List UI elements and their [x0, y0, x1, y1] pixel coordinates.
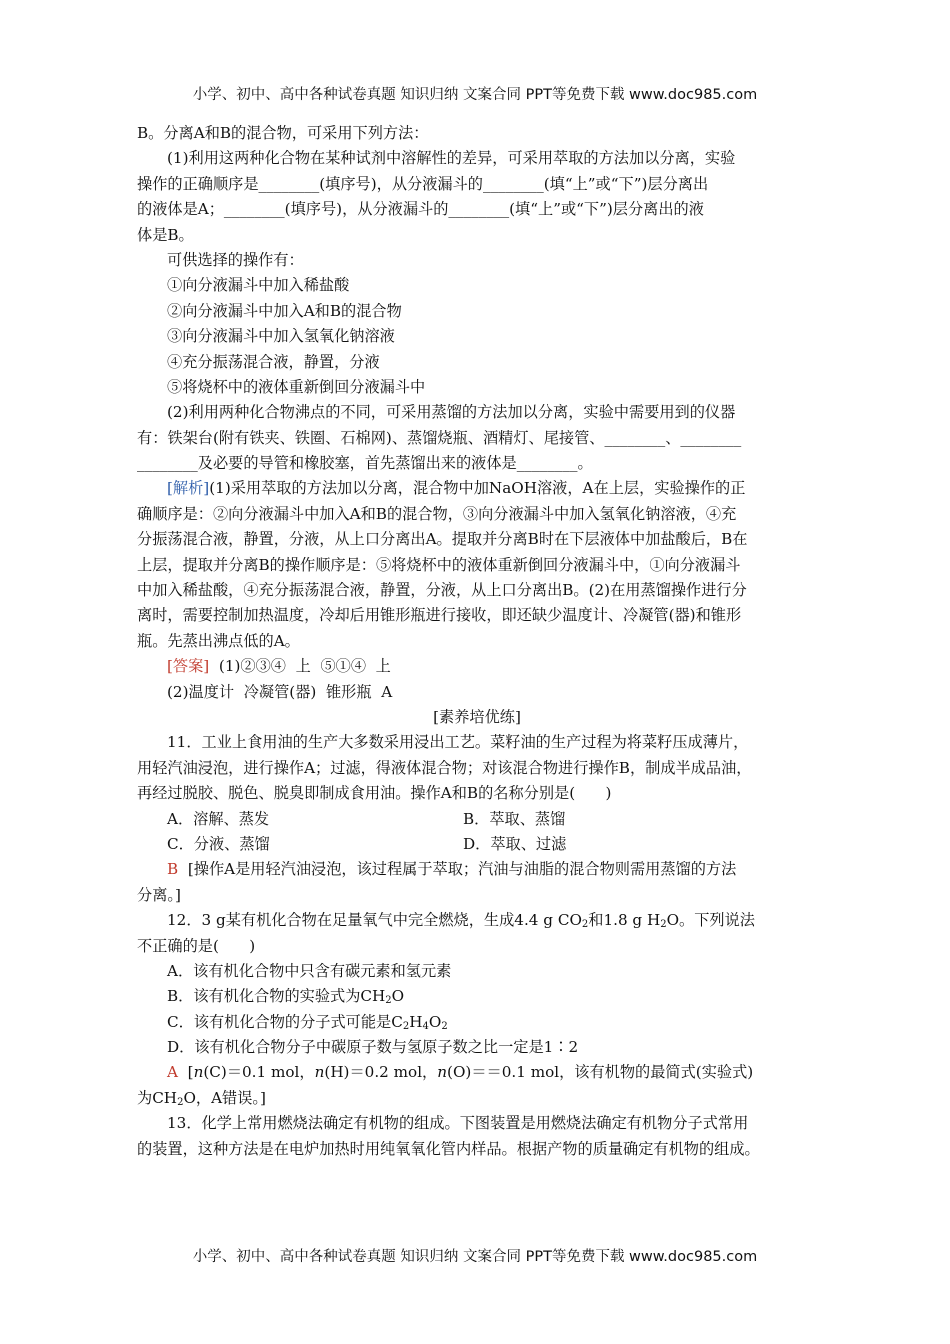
- q12-option-a: A．该有机化合物中只含有碳元素和氢元素: [167, 961, 452, 980]
- q11-option-d: D．萃取、过滤: [463, 834, 567, 853]
- q10-part1-line: 操作的正确顺序是________(填序号)，从分液漏斗的________(填“上”或“下”)层分离出: [137, 174, 709, 193]
- q12-explanation: A [n(C)＝0.1 mol，n(H)＝0.2 mol，n(O)＝＝0.1 mol，该有机物的最简式(实验式): [167, 1063, 754, 1082]
- document-body: [137, 121, 817, 1162]
- q12-stem: 12．3 g某有机化合物在足量氧气中完全燃烧，生成4.4 g $CO_2$和1.8 g $H_2O$。下列说法: [167, 911, 755, 931]
- analysis-line: 离时，需要控制加热温度，冷却后用锥形瓶进行接收，即还缺少温度计、冷凝管(器)和锥形: [137, 606, 742, 625]
- q13-stem: 的装置，这种方法是在电炉加热时用纯氧氧化管内样品。根据产物的质量确定有机物的组成。: [137, 1139, 760, 1158]
- q12-option-b: B．该有机化合物的实验式为$CH_2O$: [167, 987, 405, 1007]
- q11-stem: 再经过脱胶、脱色、脱臭即制成食用油。操作A和B的名称分别是( ): [137, 784, 612, 803]
- analysis-line: 中加入稀盐酸，④充分振荡混合液，静置，分液，从上口分离出B。(2)在用蒸馏操作进行分: [137, 581, 747, 600]
- q11-option-c: C．分液、蒸馏: [167, 834, 270, 853]
- page-footer: 小学、初中、高中各种试卷真题 知识归纳 文案合同 PPT等免费下载 www.doc985.com: [192, 1249, 758, 1265]
- q11-explanation: 分离。]: [137, 885, 181, 904]
- q11-option-b: B．萃取、蒸馏: [463, 809, 566, 828]
- q11-explanation: B [操作A是用轻汽油浸泡，该过程属于萃取；汽油与油脂的混合物则需用蒸馏的方法: [167, 860, 737, 879]
- operation-item: ④充分振荡混合液，静置，分液: [167, 352, 380, 371]
- q10-part1-line: 体是B。: [137, 225, 194, 244]
- options-title: 可供选择的操作有：: [167, 250, 304, 269]
- q12-answer: A: [167, 1063, 178, 1082]
- section-title: [素养培优练]: [433, 707, 521, 726]
- intro-line: B。分离A和B的混合物，可采用下列方法：: [137, 124, 429, 142]
- q11-stem: 用轻汽油浸泡，进行操作A；过滤，得液体混合物；对该混合物进行操作B，制成半成品油，: [137, 758, 752, 777]
- q13-stem: 13．化学上常用燃烧法确定有机物的组成。下图装置是用燃烧法确定有机物分子式常用: [167, 1114, 749, 1133]
- analysis-tag: [解析]: [167, 479, 210, 498]
- q10-part2-line: (2)利用两种化合物沸点的不同，可采用蒸馏的方法加以分离，实验中需要用到的仪器: [167, 403, 736, 422]
- q11-options-row: [137, 807, 817, 832]
- operation-item: ①向分液漏斗中加入稀盐酸: [167, 276, 350, 295]
- answer-line: (2)温度计 冷凝管(器) 锥形瓶 A: [167, 682, 393, 701]
- analysis-line: 上层，提取并分离B的操作顺序是：⑤将烧杯中的液体重新倒回分液漏斗中，①向分液漏斗: [137, 555, 741, 574]
- q11-stem: 11．工业上食用油的生产大多数采用浸出工艺。菜籽油的生产过程为将菜籽压成薄片，: [167, 733, 749, 752]
- analysis-line: [解析](1)采用萃取的方法加以分离，混合物中加NaOH溶液，A在上层，实验操作的正: [167, 479, 746, 498]
- q10-part2-line: ________及必要的导管和橡胶塞，首先蒸馏出来的液体是________。: [137, 454, 593, 473]
- q10-part2-line: 有：铁架台(附有铁夹、铁圈、石棉网)、蒸馏烧瓶、酒精灯、尾接管、________、________: [137, 428, 742, 447]
- operation-item: ③向分液漏斗中加入氢氧化钠溶液: [167, 327, 395, 346]
- answer-line: [答案] (1)②③④ 上 ⑤①④ 上: [167, 657, 391, 676]
- answer-tag: [答案]: [167, 657, 210, 676]
- q10-part1-line: 的液体是A；________(填序号)，从分液漏斗的________(填“上”或“下”)层分离出的液: [137, 200, 704, 219]
- q12-option-c: C．该有机化合物的分子式可能是$C_2H_4O_2$: [167, 1012, 448, 1032]
- q11-answer: B: [167, 860, 179, 879]
- operation-item: ⑤将烧杯中的液体重新倒回分液漏斗中: [167, 377, 426, 396]
- q10-part1-line: (1)利用这两种化合物在某种试剂中溶解性的差异，可采用萃取的方法加以分离，实验: [167, 149, 736, 168]
- analysis-line: 瓶。先蒸出沸点低的A。: [137, 631, 300, 650]
- analysis-line: 确顺序是：②向分液漏斗中加入A和B的混合物，③向分液漏斗中加入氢氧化钠溶液，④充: [137, 504, 737, 523]
- q12-option-d: D．该有机化合物分子中碳原子数与氢原子数之比一定是1∶2: [167, 1038, 579, 1057]
- q12-stem: 不正确的是( ): [137, 936, 256, 955]
- q11-option-a: A．溶解、蒸发: [167, 809, 270, 828]
- q12-explanation: 为$CH_2O$，A错误。]: [137, 1088, 266, 1108]
- operation-item: ②向分液漏斗中加入A和B的混合物: [167, 301, 402, 320]
- analysis-line: 分振荡混合液，静置，分液，从上口分离出A。提取并分离B时在下层液体中加盐酸后，B在: [137, 530, 748, 549]
- page-header: 小学、初中、高中各种试卷真题 知识归纳 文案合同 PPT等免费下载 www.doc985.com: [192, 87, 758, 103]
- q11-options-row: [137, 832, 817, 857]
